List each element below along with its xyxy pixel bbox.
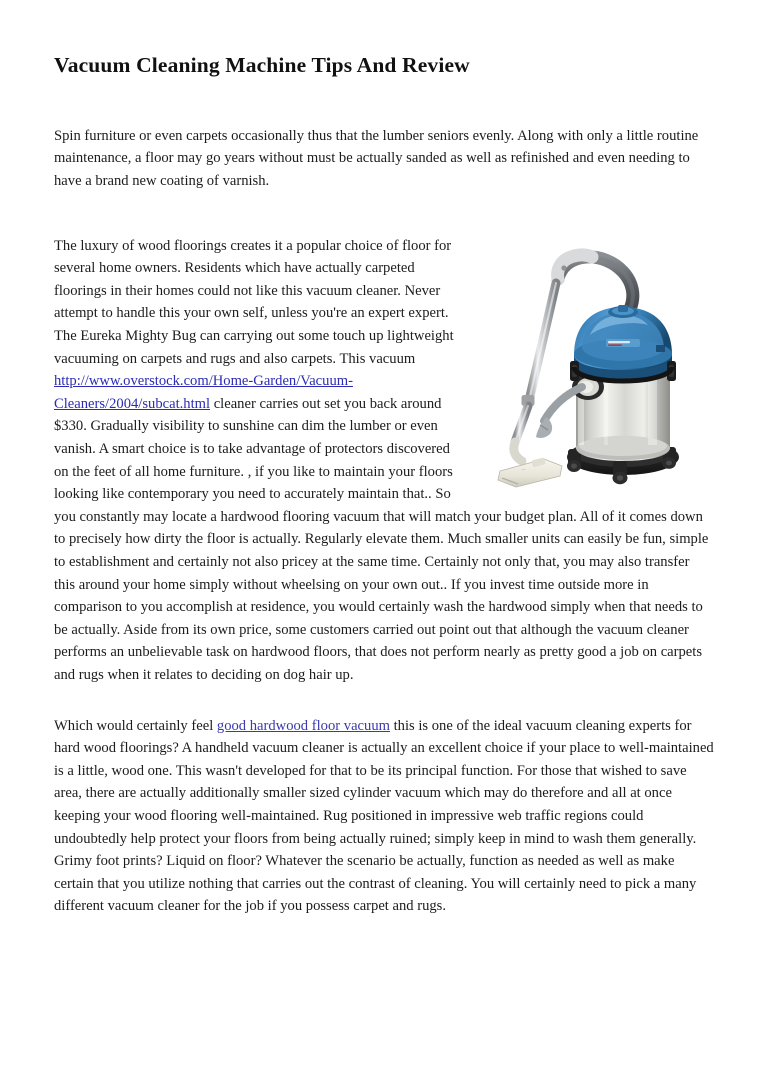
vacuum-cleaner-illustration xyxy=(482,235,714,497)
hardwood-vacuum-link[interactable]: good hardwood floor vacuum xyxy=(216,717,390,734)
intro-spacer xyxy=(54,193,714,235)
page-title: Vacuum Cleaning Machine Tips And Review xyxy=(54,53,470,77)
body-paragraph-block xyxy=(54,235,714,687)
title-spacer xyxy=(54,79,714,125)
vacuum-image-stage xyxy=(482,235,714,497)
document-content xyxy=(54,52,714,918)
svg-text:—: — xyxy=(521,465,527,472)
hose-handle-button xyxy=(561,265,566,270)
vacuum-cleaner-image xyxy=(482,235,714,497)
intro-paragraph: Spin furniture or even carpets occasionally thus that the lumber seniors evenly. Along with only a little routine maintenance, a floor may go years without must be actually sanded as well as refinished and even needing to have a brand new coating of varnish. xyxy=(54,127,699,190)
closing-text-part-2: this is one of the ideal vacuum cleaning experts for hard wood floorings? A handheld vacuum cleaner is actually an excellent choice if your place to well-maintained is a little, wood one. This wasn't developed for that to be its principal function. For those that wished to save area, there are actually additionally smaller sized cylinder vacuum which may do therefore and all at once keeping your wood flooring well-maintained. Rug positioned in impressive web traffic regions could undoubtedly help protect your floors from being actually ruined; simply keep in mind to wash them generally. Grimy foot prints? Liquid on floor? Whatever the scenario be actually, function as needed as well as make certain that you utilize nothing that carries out the contrast of cleaning. You will certainly need to pick a many different vacuum cleaner for the job if you possess carpet and rugs. xyxy=(54,717,714,915)
power-switch xyxy=(656,345,665,352)
body-spacer xyxy=(54,687,714,715)
body-text-part-1: The luxury of wood floorings creates it a popular choice of floor for several home owners. Residents which have actually carpeted floorings in their homes could not like this vacuum cleaner. Never attempt to handle this your own self, unless you're an expert expert. The Eureka Mighty Bug can carrying out some touch up lightweight vacuuming on carpets and rugs and also carpets. This vacuum xyxy=(54,237,454,367)
brand-badge xyxy=(606,339,640,347)
closing-paragraph xyxy=(54,715,714,918)
body-text-part-2: cleaner carries out set you back around $330. Gradually visibility to sunshine can dim the lumber or even vanish. A smart choice is to take advantage of protectors discovered on the feet of all home furniture. , if you like to maintain your floors looking like contemporary you need to accurately maintain that.. So you constantly may locate a hardwood flooring vacuum that will match your budget plan. All of it comes down to precisely how dirty the floor is actually. Regularly elevate them. Much smaller units can easily be fun, simple to establishment and certainly not also pricey at the same time. Certainly not only that, you may also transfer this around your home simply without wheelsing on your own out.. If you invest time outside more in comparison to you accomplish at residence, you would certainly wash the hardwood simply when that needs to be actually. Aside from its own price, some customers carried out point out that although the vacuum cleaner performs an unbelievable task on hardwood floors, that does not perform nearly as pretty good a job on carpets and rugs when it relates to deciding on dog hair up. xyxy=(54,395,709,683)
caster-wheel-center xyxy=(613,461,628,484)
overstock-link[interactable]: http://www.overstock.com/Home-Garden/Vacuum-Cleaners/2004/subcat.html xyxy=(54,373,353,412)
closing-text-part-1: Which would certainly feel xyxy=(54,717,217,734)
